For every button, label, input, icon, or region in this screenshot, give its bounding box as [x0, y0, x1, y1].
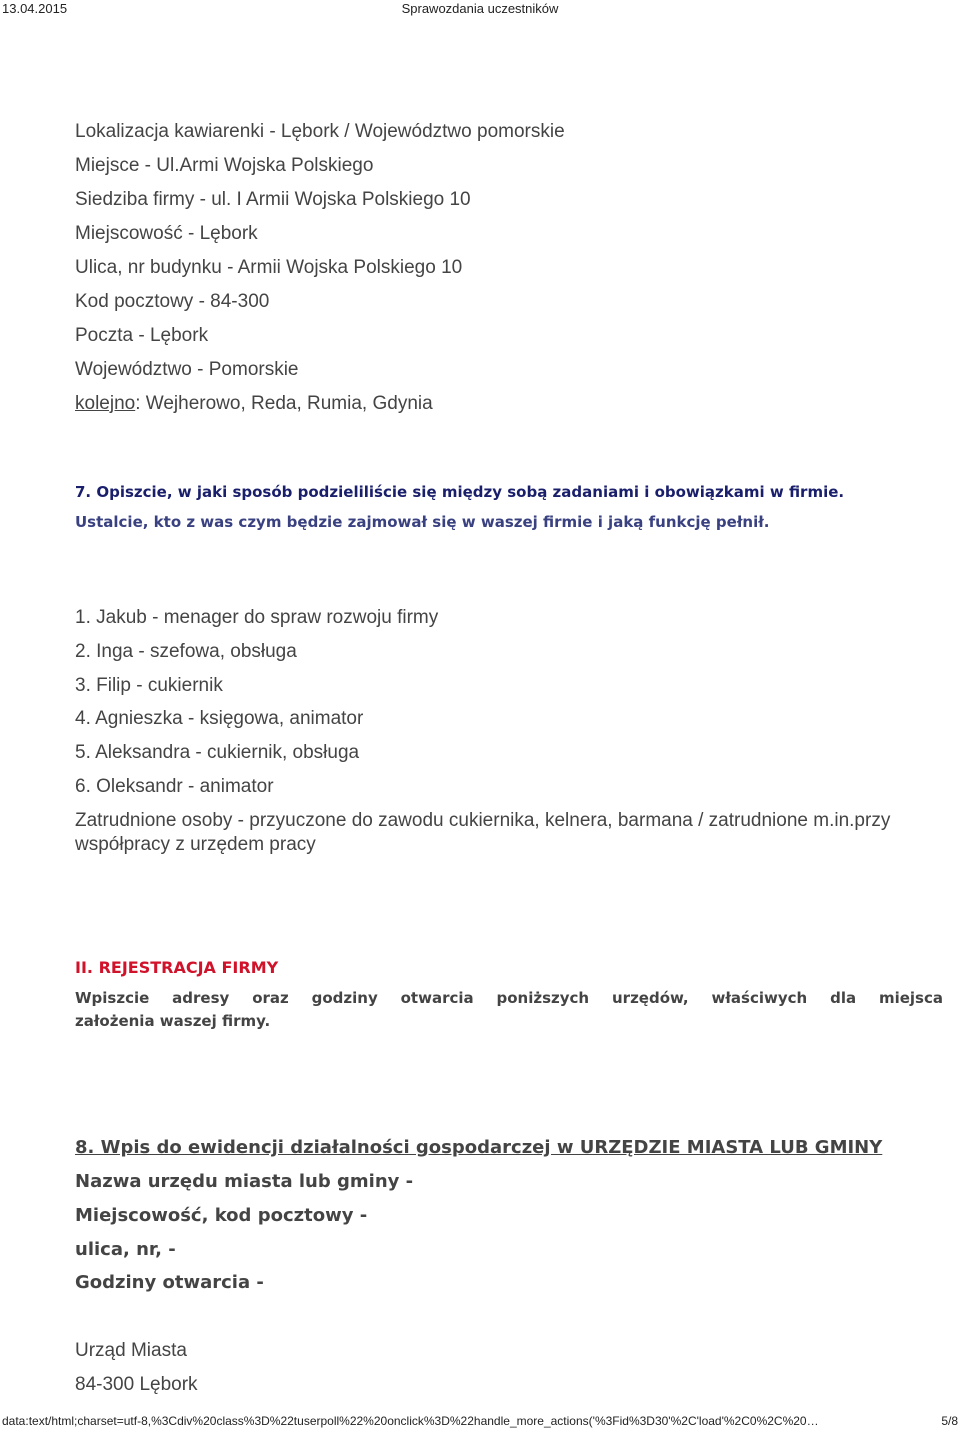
employment-line-2: współpracy z urzędem pracy — [75, 834, 316, 855]
post-office-line: Poczta - Lębork — [75, 325, 209, 346]
page-number: 5/8 — [941, 1414, 958, 1428]
answer-office: Urząd Miasta — [75, 1340, 187, 1361]
route-value: : Wejherowo, Reda, Rumia, Gdynia — [135, 393, 433, 414]
section-2-roman: II. — [75, 958, 93, 977]
print-title: Sprawozdania uczestników — [401, 1, 559, 16]
office-name-label: Nazwa urzędu miasta lub gminy - — [75, 1171, 414, 1192]
print-date: 13.04.2015 — [2, 1, 68, 16]
route-line — [75, 393, 433, 415]
answer-postcode: 84-300 Lębork — [75, 1374, 198, 1395]
print-header — [0, 0, 960, 20]
street-label: ulica, nr, - — [75, 1239, 176, 1260]
print-footer — [0, 1413, 960, 1433]
role-item: 1. Jakub - menager do spraw rozwoju firmy — [75, 607, 439, 628]
section-2-instruction-line-1: Wpiszcie adresy oraz godziny otwarcia poniższych urzędów, właściwych dla miejsca — [75, 989, 943, 1007]
city-postcode-label: Miejscowość, kod pocztowy - — [75, 1205, 368, 1226]
cafe-location: Lokalizacja kawiarenki - Lębork / Województwo pomorskie — [75, 121, 565, 142]
hq-line: Siedziba firmy - ul. I Armii Wojska Polskiego 10 — [75, 189, 471, 210]
question-7-title: 7. Opiszcie, w jaki sposób podzieliliście się między sobą zadaniami i obowiązkami w firmie. — [75, 483, 845, 501]
print-url: data:text/html;charset=utf-8,%3Cdiv%20class%3D%22tuserpoll%22%20onclick%3D%22handle_more_actions('%3Fid%3D30'%2C'load'%2C0%2C%20… — [2, 1414, 819, 1428]
section-2-title: REJESTRACJA FIRMY — [98, 958, 279, 977]
place-line: Miejsce - Ul.Armi Wojska Polskiego — [75, 155, 374, 176]
city-line: Miejscowość - Lębork — [75, 223, 258, 244]
street-line: Ulica, nr budynku - Armii Wojska Polskiego 10 — [75, 257, 463, 278]
hours-label: Godziny otwarcia - — [75, 1272, 264, 1293]
role-item: 6. Oleksandr - animator — [75, 776, 274, 797]
role-item: 5. Aleksandra - cukiernik, obsługa — [75, 742, 360, 763]
postcode-line: Kod pocztowy - 84-300 — [75, 291, 270, 312]
voivodeship-line: Województwo - Pomorskie — [75, 359, 299, 380]
section-2-heading — [75, 958, 278, 977]
route-label: kolejno — [75, 393, 136, 414]
employment-line-1: Zatrudnione osoby - przyuczone do zawodu cukiernika, kelnera, barmana / zatrudnione m.in.przy — [75, 810, 891, 831]
role-item: 3. Filip - cukiernik — [75, 675, 223, 696]
question-7-subtitle: Ustalcie, kto z was czym będzie zajmował się w waszej firmie i jaką funkcję pełnił. — [75, 513, 770, 531]
question-8-title: 8. Wpis do ewidencji działalności gospodarczej w URZĘDZIE MIASTA LUB GMINY — [75, 1137, 883, 1158]
role-item: 2. Inga - szefowa, obsługa — [75, 641, 297, 662]
role-item: 4. Agnieszka - księgowa, animator — [75, 708, 364, 729]
section-2-instruction-line-2: założenia waszej firmy. — [75, 1012, 271, 1030]
